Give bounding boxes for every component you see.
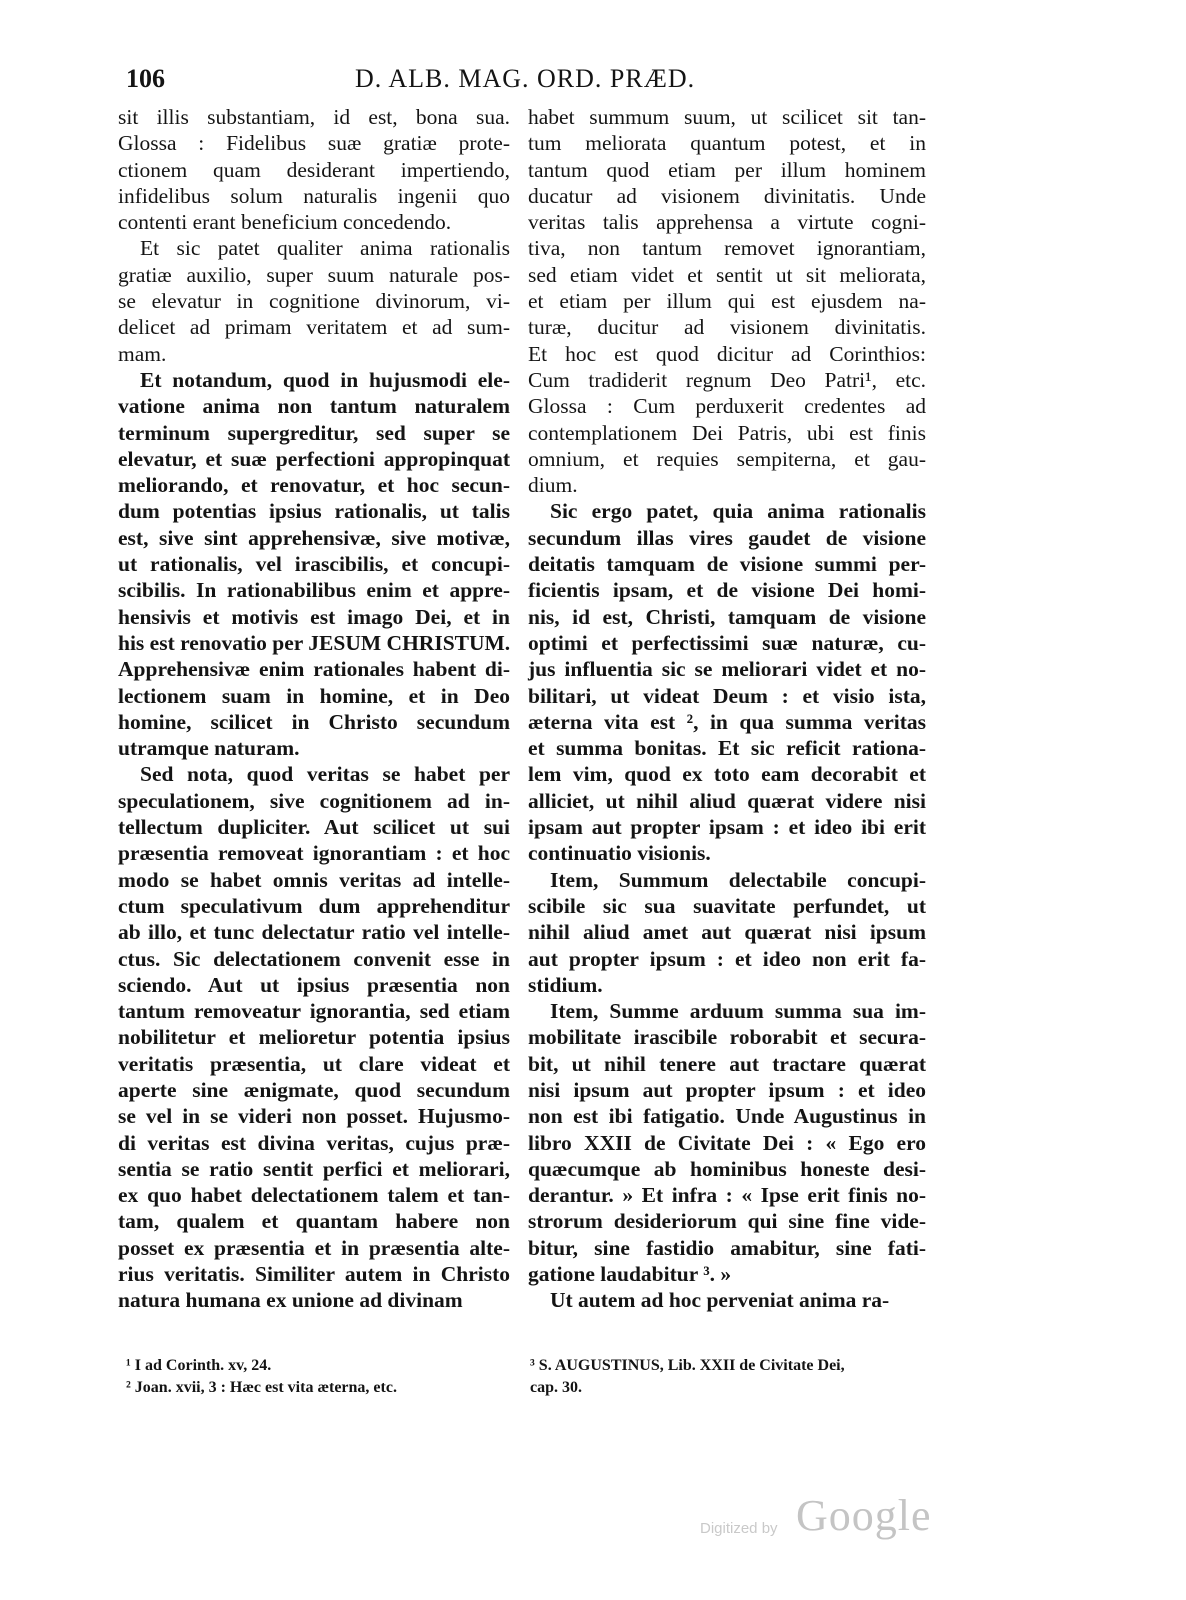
text-line: infidelibus solum naturalis ingenii quo bbox=[118, 183, 510, 208]
text-line: Cum tradiderit regnum Deo Patri¹, etc. bbox=[528, 367, 926, 392]
text-line: ex quo habet delectationem talem et tan- bbox=[118, 1183, 510, 1208]
text-line: Et sic patet qualiter anima rationalis bbox=[140, 236, 510, 261]
text-line: speculationem, sive cognitionem ad in- bbox=[118, 788, 510, 813]
text-line: nobilitetur et melioretur potentia ipsius bbox=[118, 1025, 510, 1050]
text-line: ctus. Sic delectationem convenit esse in bbox=[118, 946, 510, 971]
text-line: Item, Summe arduum summa sua im- bbox=[550, 999, 926, 1024]
text-line: mobilitate irascibile roborabit et secura- bbox=[528, 1025, 926, 1050]
page-header bbox=[0, 64, 1186, 98]
text-line: modo se habet omnis veritas ad intelle- bbox=[118, 867, 510, 892]
text-line: tum meliorata quantum potest, et in bbox=[528, 131, 926, 156]
text-line: jus influentia sic se meliorari videt et no- bbox=[528, 657, 926, 682]
page-number: 106 bbox=[126, 64, 165, 93]
text-line: Et notandum, quod in hujusmodi ele- bbox=[140, 367, 510, 392]
text-line: æterna vita est ², in qua summa veritas bbox=[528, 709, 926, 734]
text-line: homine, scilicet in Christo secundum bbox=[118, 709, 510, 734]
text-line: contenti erant beneficium concedendo. bbox=[118, 210, 452, 235]
text-line: nis, id est, Christi, tamquam de visione bbox=[528, 604, 926, 629]
right-column bbox=[528, 104, 926, 1314]
text-line: turæ, ducitur ad visionem divinitatis. bbox=[528, 315, 926, 340]
text-line: continuatio visionis. bbox=[528, 841, 711, 866]
text-line: quæcumque ab hominibus honeste desi- bbox=[528, 1156, 926, 1181]
footnote-line: cap. 30. bbox=[530, 1379, 582, 1396]
text-line: meliorando, et renovatur, et hoc secun- bbox=[118, 473, 510, 498]
text-line: vatione anima non tantum naturalem bbox=[118, 394, 510, 419]
text-line: Glossa : Cum perduxerit credentes ad bbox=[528, 394, 926, 419]
text-line: deitatis tamquam de visione summi per- bbox=[528, 552, 926, 577]
text-line: elevatur, et suæ perfectioni appropinquat bbox=[118, 446, 510, 471]
text-line: tellectum dupliciter. Aut scilicet ut sui bbox=[118, 815, 510, 840]
text-line: sed etiam videt et sentit ut sit meliorata, bbox=[528, 262, 926, 287]
text-line: ipsam aut propter ipsam : et ideo ibi erit bbox=[528, 815, 926, 840]
text-line: natura humana ex unione ad divinam bbox=[118, 1288, 463, 1313]
text-line: habet summum suum, ut scilicet sit tan- bbox=[528, 105, 926, 129]
text-line: tantum removeatur ignorantia, sed etiam bbox=[118, 999, 510, 1024]
text-line: Sic ergo patet, quia anima rationalis bbox=[550, 499, 926, 524]
left-column bbox=[118, 104, 510, 1314]
text-line: di veritas est divina veritas, cujus præ- bbox=[118, 1130, 510, 1155]
text-line: se elevatur in cognitione divinorum, vi- bbox=[118, 289, 510, 314]
text-line: dum potentias ipsius rationalis, ut talis bbox=[118, 499, 510, 524]
text-line: ab illo, et tunc delectatur ratio vel intelle- bbox=[118, 920, 510, 945]
text-line: sit illis substantiam, id est, bona sua. bbox=[118, 105, 510, 129]
watermark-prefix: Digitized by bbox=[700, 1520, 778, 1537]
text-line: est, sive sint apprehensivæ, sive motivæ, bbox=[118, 525, 510, 550]
text-line: ctum speculativum dum apprehenditur bbox=[118, 893, 510, 918]
text-line: ctionem quam desiderant impertiendo, bbox=[118, 157, 510, 182]
text-line: Et hoc est quod dicitur ad Corinthios: bbox=[528, 341, 926, 366]
text-line: Sed nota, quod veritas se habet per bbox=[140, 762, 510, 787]
footnotes-right bbox=[530, 1355, 922, 1399]
text-line: veritatis præsentia, ut clare videat et bbox=[118, 1051, 510, 1076]
text-line: lectionem suam in homine, et in Deo bbox=[118, 683, 510, 708]
text-line: ficientis ipsam, et de visione Dei homi- bbox=[528, 578, 926, 603]
text-line: tantum quod etiam per illum hominem bbox=[528, 157, 926, 182]
text-line: et summa bonitas. Et sic reficit rationa- bbox=[528, 736, 926, 761]
text-line: contemplationem Dei Patris, ubi est finis bbox=[528, 420, 926, 445]
running-head: D. ALB. MAG. ORD. PRÆD. bbox=[355, 64, 696, 93]
text-line: scibile sic sua suavitate perfundet, ut bbox=[528, 893, 926, 918]
text-line: scibilis. In rationabilibus enim et appre- bbox=[118, 578, 510, 603]
text-line: nihil aliud amet aut quærat nisi ipsum bbox=[528, 920, 926, 945]
footnote-line: ¹ I ad Corinth. xv, 24. bbox=[126, 1357, 272, 1374]
text-line: bitur, sine fastidio amabitur, sine fati- bbox=[528, 1235, 926, 1260]
text-line: tiva, non tantum removet ignorantiam, bbox=[528, 236, 926, 261]
text-line: præsentia removeat ignorantiam : et hoc bbox=[118, 841, 510, 866]
text-line: Ut autem ad hoc perveniat anima ra- bbox=[550, 1288, 890, 1313]
text-line: rius veritatis. Similiter autem in Christo bbox=[118, 1262, 510, 1287]
text-line: libro XXII de Civitate Dei : « Ego ero bbox=[528, 1130, 926, 1155]
text-line: nisi ipsum aut propter ipsum : et ideo bbox=[528, 1077, 926, 1102]
text-line: hensivis et motivis est imago Dei, et in bbox=[118, 604, 510, 629]
text-line: delicet ad primam veritatem et ad sum- bbox=[118, 315, 510, 340]
text-line: mam. bbox=[118, 341, 167, 366]
text-line: gatione laudabitur ³. » bbox=[528, 1262, 732, 1287]
text-line: bit, ut nihil tenere aut tractare quærat bbox=[528, 1051, 926, 1076]
text-line: Item, Summum delectabile concupi- bbox=[550, 867, 926, 892]
footnote-line: ² Joan. xvii, 3 : Hæc est vita æterna, etc. bbox=[126, 1379, 397, 1396]
text-line: gratiæ auxilio, super suum naturale pos- bbox=[118, 262, 510, 287]
text-line: terminum supergreditur, sed super se bbox=[118, 420, 510, 445]
text-line: optimi et perfectissimi suæ naturæ, cu- bbox=[528, 630, 926, 655]
text-line: veritas talis apprehensa a virtute cogni- bbox=[528, 210, 926, 235]
footnotes-left bbox=[126, 1355, 506, 1399]
google-logo: Google bbox=[796, 1491, 932, 1540]
text-line: tam, qualem et quantam habere non bbox=[118, 1209, 510, 1234]
footnote-line: ³ S. AUGUSTINUS, Lib. XXII de Civitate Dei, bbox=[530, 1357, 845, 1374]
text-line: sentia se ratio sentit perfici et meliorari, bbox=[118, 1156, 510, 1181]
text-line: alliciet, ut nihil aliud quærat videre nisi bbox=[528, 788, 926, 813]
text-line: ut rationalis, vel irascibilis, et concupi- bbox=[118, 552, 510, 577]
text-line: dium. bbox=[528, 473, 578, 498]
text-line: secundum illas vires gaudet de visione bbox=[528, 525, 926, 550]
text-line: Glossa : Fidelibus suæ gratiæ prote- bbox=[118, 131, 510, 156]
text-line: ducatur ad visionem divinitatis. Unde bbox=[528, 183, 926, 208]
text-line: strorum desideriorum qui sine fine vide- bbox=[528, 1209, 926, 1234]
text-line: bilitari, ut videat Deum : et visio ista, bbox=[528, 683, 926, 708]
text-line: omnium, et requies sempiterna, et gau- bbox=[528, 446, 926, 471]
google-watermark bbox=[700, 1490, 1000, 1550]
text-line: se vel in se videri non posset. Hujusmo- bbox=[118, 1104, 510, 1129]
text-line: non est ibi fatigatio. Unde Augustinus in bbox=[528, 1104, 926, 1129]
text-line: aperte sine ænigmate, quod secundum bbox=[118, 1077, 510, 1102]
text-line: his est renovatio per JESUM CHRISTUM. bbox=[118, 630, 511, 655]
text-line: lem vim, quod ex toto eam decorabit et bbox=[528, 762, 926, 787]
text-line: aut propter ipsum : et ideo non erit fa- bbox=[528, 946, 926, 971]
text-line: sciendo. Aut ut ipsius præsentia non bbox=[118, 972, 510, 997]
text-line: Apprehensivæ enim rationales habent di- bbox=[118, 657, 510, 682]
text-line: posset ex præsentia et in præsentia alte- bbox=[118, 1235, 510, 1260]
text-line: stidium. bbox=[528, 972, 603, 997]
text-line: derantur. » Et infra : « Ipse erit finis no- bbox=[528, 1183, 926, 1208]
text-line: utramque naturam. bbox=[118, 736, 300, 761]
text-line: et etiam per illum qui est ejusdem na- bbox=[528, 289, 926, 314]
